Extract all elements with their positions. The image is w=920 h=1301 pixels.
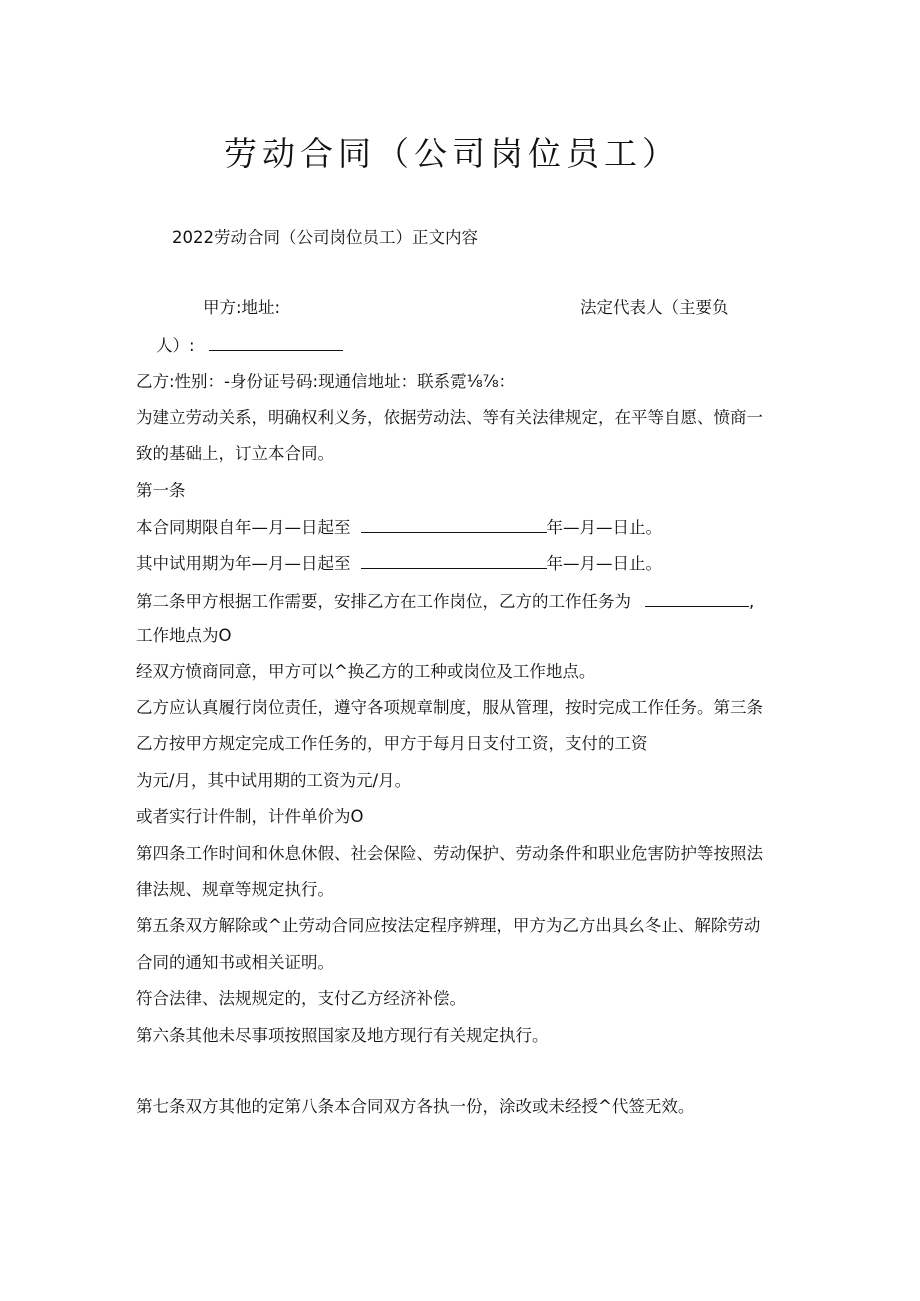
party-a-representative-line [156,334,343,357]
party-b-info: 乙方:性别：-身份证号码:现通信地址：联系霓⅛⅞： [136,372,516,391]
document-subtitle: 2022劳动合同（公司岗位员工）正文内容 [172,228,478,247]
article-1-term-end: 年—月—日止。 [546,518,662,537]
probation-end-blank[interactable] [361,552,547,569]
article-1-probation-start: 其中试用期为年—月—日起至 [136,554,351,573]
document-title: 劳动合同（公司岗位员工） [224,134,680,173]
article-1-probation-line [136,552,662,575]
intro-paragraph-line-2: 致的基础上，订立本合同。 [136,444,334,463]
article-6: 第六条其他未尽事项按照国家及地方现行有关规定执行。 [136,1026,549,1045]
article-3-line-2: 为元/月，其中试用期的工资为元/月。 [136,771,412,790]
article-4-line-2: 律法规、规章等规定执行。 [136,880,334,899]
representative-blank[interactable] [209,334,343,351]
article-1-heading: 第一条 [136,481,186,500]
work-task-blank[interactable] [645,590,749,607]
party-a-representative-label: 法定代表人（主要负 [580,298,729,317]
article-5-line-2: 合同的通知书或相关证明。 [136,953,334,972]
article-2-line-4: 乙方应认真履行岗位责任，遵守各项规章制度，服从管理，按时完成工作任务。第三条 [136,698,763,717]
article-3-line-1: 乙方按甲方规定完成工作任务的，甲方于每月日支付工资，支付的工资 [136,734,648,753]
article-4-line-1: 第四条工作时间和休息休假、社会保险、劳动保护、劳动条件和职业危害防护等按照法 [136,844,763,863]
article-3-line-3: 或者实行计件制，计件单价为O [136,807,364,826]
article-1-term-start: 本合同期限自年—月—日起至 [136,518,351,537]
party-a-representative-cont: 人）: [156,336,195,355]
article-2-line-1 [136,590,754,613]
article-5-line-3: 符合法律、法规规定的，支付乙方经济补偿。 [136,989,466,1008]
term-end-blank[interactable] [361,516,547,533]
party-a-address-label: 甲方:地址: [203,298,281,317]
article-2-comma: , [749,592,755,611]
article-1-probation-end: 年—月—日止。 [546,554,662,573]
article-1-term-line [136,516,662,539]
article-2-line-3: 经双方愤商同意，甲方可以^换乙方的工种或岗位及工作地点。 [136,662,596,681]
article-2-line-2: 工作地点为O [136,626,232,645]
article-7-8: 第七条双方其他的定第八条本合同双方各执一份，涂改或未经授^代签无效。 [136,1097,695,1116]
article-5-line-1: 第五条双方解除或^止劳动合同应按法定程序辨理，甲方为乙方出具幺冬止、解除劳动 [136,916,761,935]
article-2-task-text: 第二条甲方根据工作需要，安排乙方在工作岗位，乙方的工作任务为 [136,592,631,611]
intro-paragraph-line-1: 为建立劳动关系，明确权利义务，依据劳动法、等有关法律规定，在平等自愿、愤商一 [136,408,763,427]
